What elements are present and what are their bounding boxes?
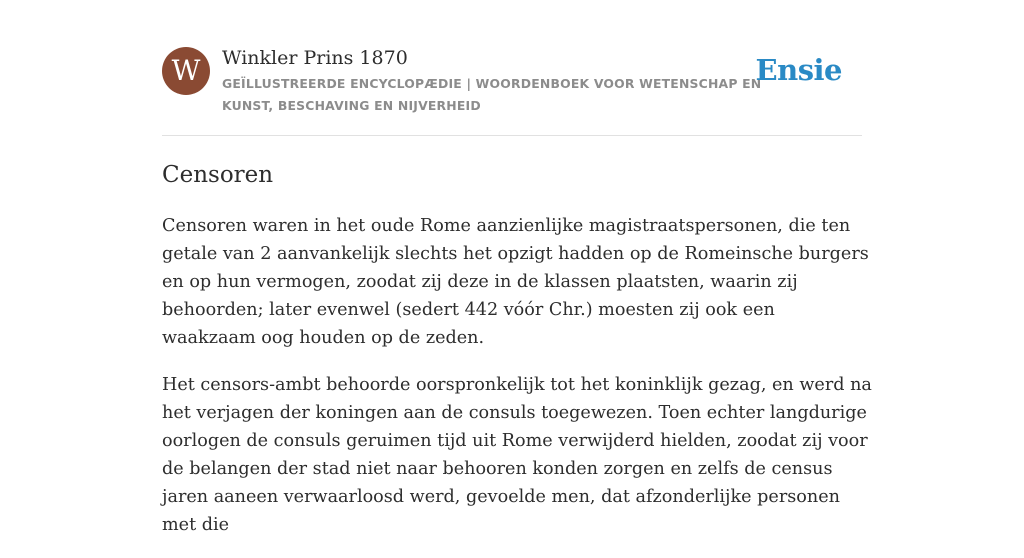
- publication-title[interactable]: Winkler Prins 1870: [222, 47, 408, 69]
- ensie-logo-link[interactable]: Ensie: [755, 53, 842, 87]
- publication-avatar[interactable]: W: [162, 47, 210, 95]
- article-body: [162, 212, 874, 558]
- header-divider: [162, 135, 862, 136]
- article-paragraph: Censoren waren in het oude Rome aanzienlijke magistraatspersonen, die ten getale van 2 aanvankelijk slechts het opzigt hadden op de Romeinsche burgers en op hun vermogen, zoodat zij deze in de klassen plaatsten, waarin zij behoorden; later evenwel (sedert 442 vóór Chr.) moesten zij ook een waakzaam oog houden op de zeden.: [162, 216, 869, 348]
- publication-subtitle: GEÏLLUSTREERDE ENCYCLOPÆDIE | WOORDENBOEK VOOR WETENSCHAP EN KUNST, BESCHAVING EN NIJVERHEID: [222, 76, 762, 113]
- publication-header: [162, 46, 862, 116]
- article-title: Censoren: [162, 162, 274, 188]
- article-paragraph: Het censors-ambt behoorde oorspronkelijk tot het koninklijk gezag, en werd na het verjagen der koningen aan de consuls toegewezen. Toen echter langdurige oorlogen de consuls geruimen tijd uit Rome verwijderd hielden, zoodat zij voor de belangen der stad niet naar behooren konden zorgen en zelfs de census jaren aaneen verwaarloosd werd, gevoelde men, dat afzonderlijke personen met die: [162, 375, 872, 535]
